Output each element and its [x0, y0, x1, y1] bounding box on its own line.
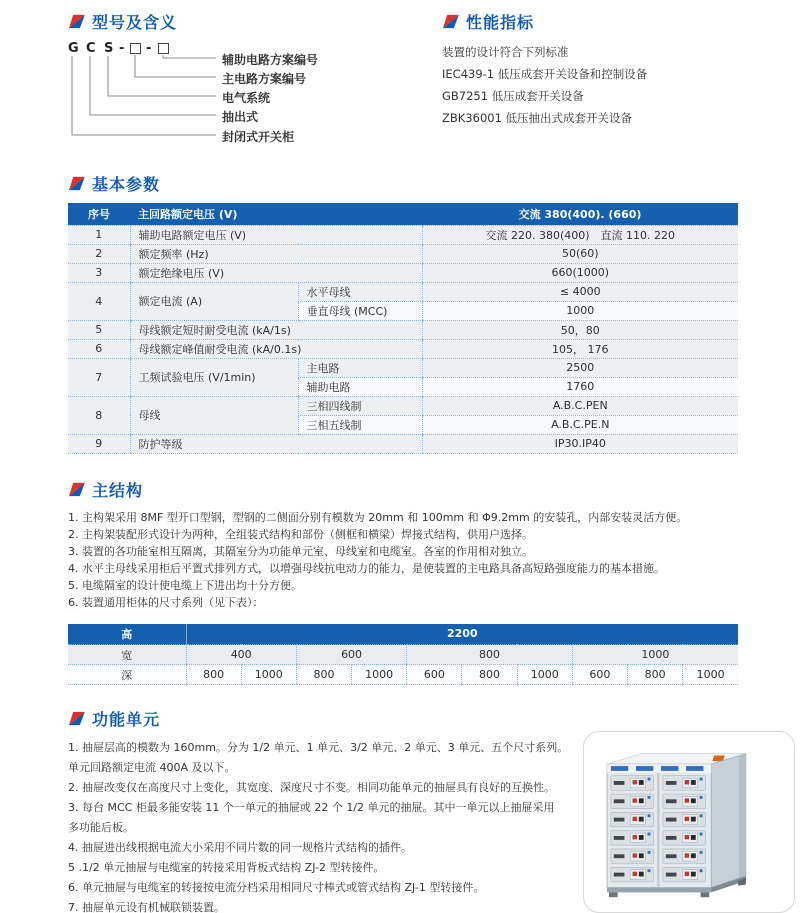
table-row: 三相五线制 A.B.C.PE.N — [68, 415, 738, 434]
table-row: 4 额定电流 (A) 水平母线 ≤ 4000 — [68, 282, 738, 301]
function-unit-item: 单元回路额定电流 400A 及以下。 — [68, 761, 236, 774]
diagram-label: 封闭式开关柜 — [222, 130, 295, 144]
dim-width-row: 宽 400 600 800 1000 — [68, 645, 738, 665]
table-row: 7 工频试验电压 (V/1min) 主电路 2500 — [68, 358, 738, 377]
table-row: 辅助电路 1760 — [68, 377, 738, 396]
function-unit-item: 3. 每台 MCC 柜最多能安装 11 个一单元的抽屉或 22 个 1/2 单元的抽屉。其中一单元以上抽屉采用 — [68, 801, 555, 814]
structure-item: 3. 装置的各功能室相互隔离，其隔室分为功能单元室、母线室和电缆室。各室的作用相对独立。 — [68, 544, 533, 558]
table-row: 9 防护等级 IP30.IP40 — [68, 434, 738, 453]
section-marker-icon — [68, 711, 85, 726]
structure-item: 4. 水平主母线采用柜后平置式排列方式，以增强母线抗电动力的能力，是使装置的主电路具备高短路强度能力的基本措施。 — [68, 561, 665, 575]
function-unit-item: 多功能后板。 — [68, 821, 134, 834]
code-dash: - — [146, 41, 152, 56]
structure-item: 1. 主构架采用 8MF 型开口型钢，型钢的二侧面分别有模数为 20mm 和 100mm 和 Φ9.2mm 的安装孔，内部安装灵活方便。 — [68, 510, 688, 524]
table-row: 3 额定绝缘电压 (V) 660(1000) — [68, 263, 738, 282]
section-title: 基本参数 — [92, 175, 161, 194]
cabinet-photo-card — [583, 731, 795, 913]
section-marker-icon — [442, 14, 459, 29]
code-letter-s: S — [104, 41, 114, 56]
performance-section-header — [442, 10, 738, 33]
section-marker-icon — [68, 176, 85, 191]
function-unit-item: 2. 抽屉改变仅在高度尺寸上变化，其宽度、深度尺寸不变。相同功能单元的抽屉具有良好的互换性。 — [68, 781, 555, 794]
model-section — [68, 10, 440, 158]
structure-item: 2. 主构架装配形式设计为两种，全组装式结构和部份（侧框和横梁）焊接式结构，供用户选择。 — [68, 527, 533, 541]
dim-depth-row: 深 800 1000 800 1000 600 800 1000 600 800 1000 — [68, 665, 738, 685]
standard-line: IEC439-1 低压成套开关设备和控制设备 — [442, 67, 648, 81]
top-row — [68, 10, 738, 158]
standard-line: 装置的设计符合下列标准 — [442, 45, 569, 59]
function-unit-item: 6. 单元抽屉与电缆室的转接按电流分档采用相同尺寸棒式或管式结构 ZJ-1 型转接件。 — [68, 881, 485, 894]
dimensions-table — [68, 624, 738, 686]
section-title: 性能指标 — [466, 13, 535, 32]
structure-item: 5. 电缆隔室的设计使电缆上下进出均十分方便。 — [68, 578, 302, 592]
function-unit-item: 5 .1/2 单元抽屉与电缆室的转接采用背板式结构 ZJ-2 型转接件。 — [68, 861, 385, 874]
function-unit-item: 1. 抽屉层高的模数为 160mm。分为 1/2 单元、1 单元、3/2 单元、2 单元、3 单元、五个尺寸系列。 — [68, 741, 569, 754]
model-code-diagram — [68, 41, 428, 153]
structure-section — [68, 478, 738, 686]
table-row: 1 辅助电路额定电压 (V) 交流 220. 380(400) 直流 110. 220 — [68, 225, 738, 244]
col-header-value: 交流 380(400). (660) — [422, 203, 738, 225]
section-title: 型号及含义 — [92, 13, 178, 32]
table-row: 6 母线额定峰值耐受电流 (kA/0.1s) 105， 176 — [68, 339, 738, 358]
section-title: 功能单元 — [92, 710, 161, 729]
standard-line: GB7251 低压成套开关设备 — [442, 89, 584, 103]
diagram-label: 辅助电路方案编号 — [222, 53, 319, 67]
col-header-name: 主回路额定电压 (V) — [130, 203, 422, 225]
structure-item: 6. 装置通用柜体的尺寸系列（见下表）： — [68, 595, 264, 609]
section-marker-icon — [68, 14, 85, 29]
function-unit-section — [68, 707, 738, 913]
code-letter-c: C — [86, 41, 96, 56]
table-row: 5 母线额定短时耐受电流 (kA/1s) 50，80 — [68, 320, 738, 339]
performance-section — [440, 10, 738, 158]
standard-line: ZBK36001 低压抽出式成套开关设备 — [442, 111, 633, 125]
basic-params-section-header — [68, 172, 738, 195]
function-unit-section-header — [68, 707, 738, 730]
section-title: 主结构 — [92, 480, 144, 500]
table-row: 8 母线 三相四线制 A.B.C.PEN — [68, 396, 738, 415]
col-header-no: 序号 — [68, 203, 130, 225]
diagram-label: 电气系统 — [222, 91, 271, 105]
code-dash: - — [119, 41, 125, 56]
basic-params-table — [68, 203, 738, 454]
basic-params-section — [68, 172, 738, 454]
switchgear-cabinet-photo — [596, 741, 782, 903]
structure-section-header — [68, 478, 738, 501]
table-header-row — [68, 203, 738, 225]
function-unit-item: 7. 抽屉单元设有机械联锁装置。 — [68, 901, 225, 913]
code-letter-g: G — [68, 41, 79, 56]
model-section-header — [68, 10, 440, 33]
function-unit-item: 4. 抽屉进出线根据电流大小采用不同片数的同一规格片式结构的插件。 — [68, 841, 412, 854]
dim-height-row: 高 2200 — [68, 624, 738, 645]
diagram-label: 抽出式 — [222, 110, 259, 124]
table-row: 垂直母线 (MCC) 1000 — [68, 301, 738, 320]
diagram-label: 主电路方案编号 — [222, 72, 307, 86]
table-row: 2 额定频率 (Hz) 50(60) — [68, 244, 738, 263]
section-marker-icon — [68, 482, 85, 497]
